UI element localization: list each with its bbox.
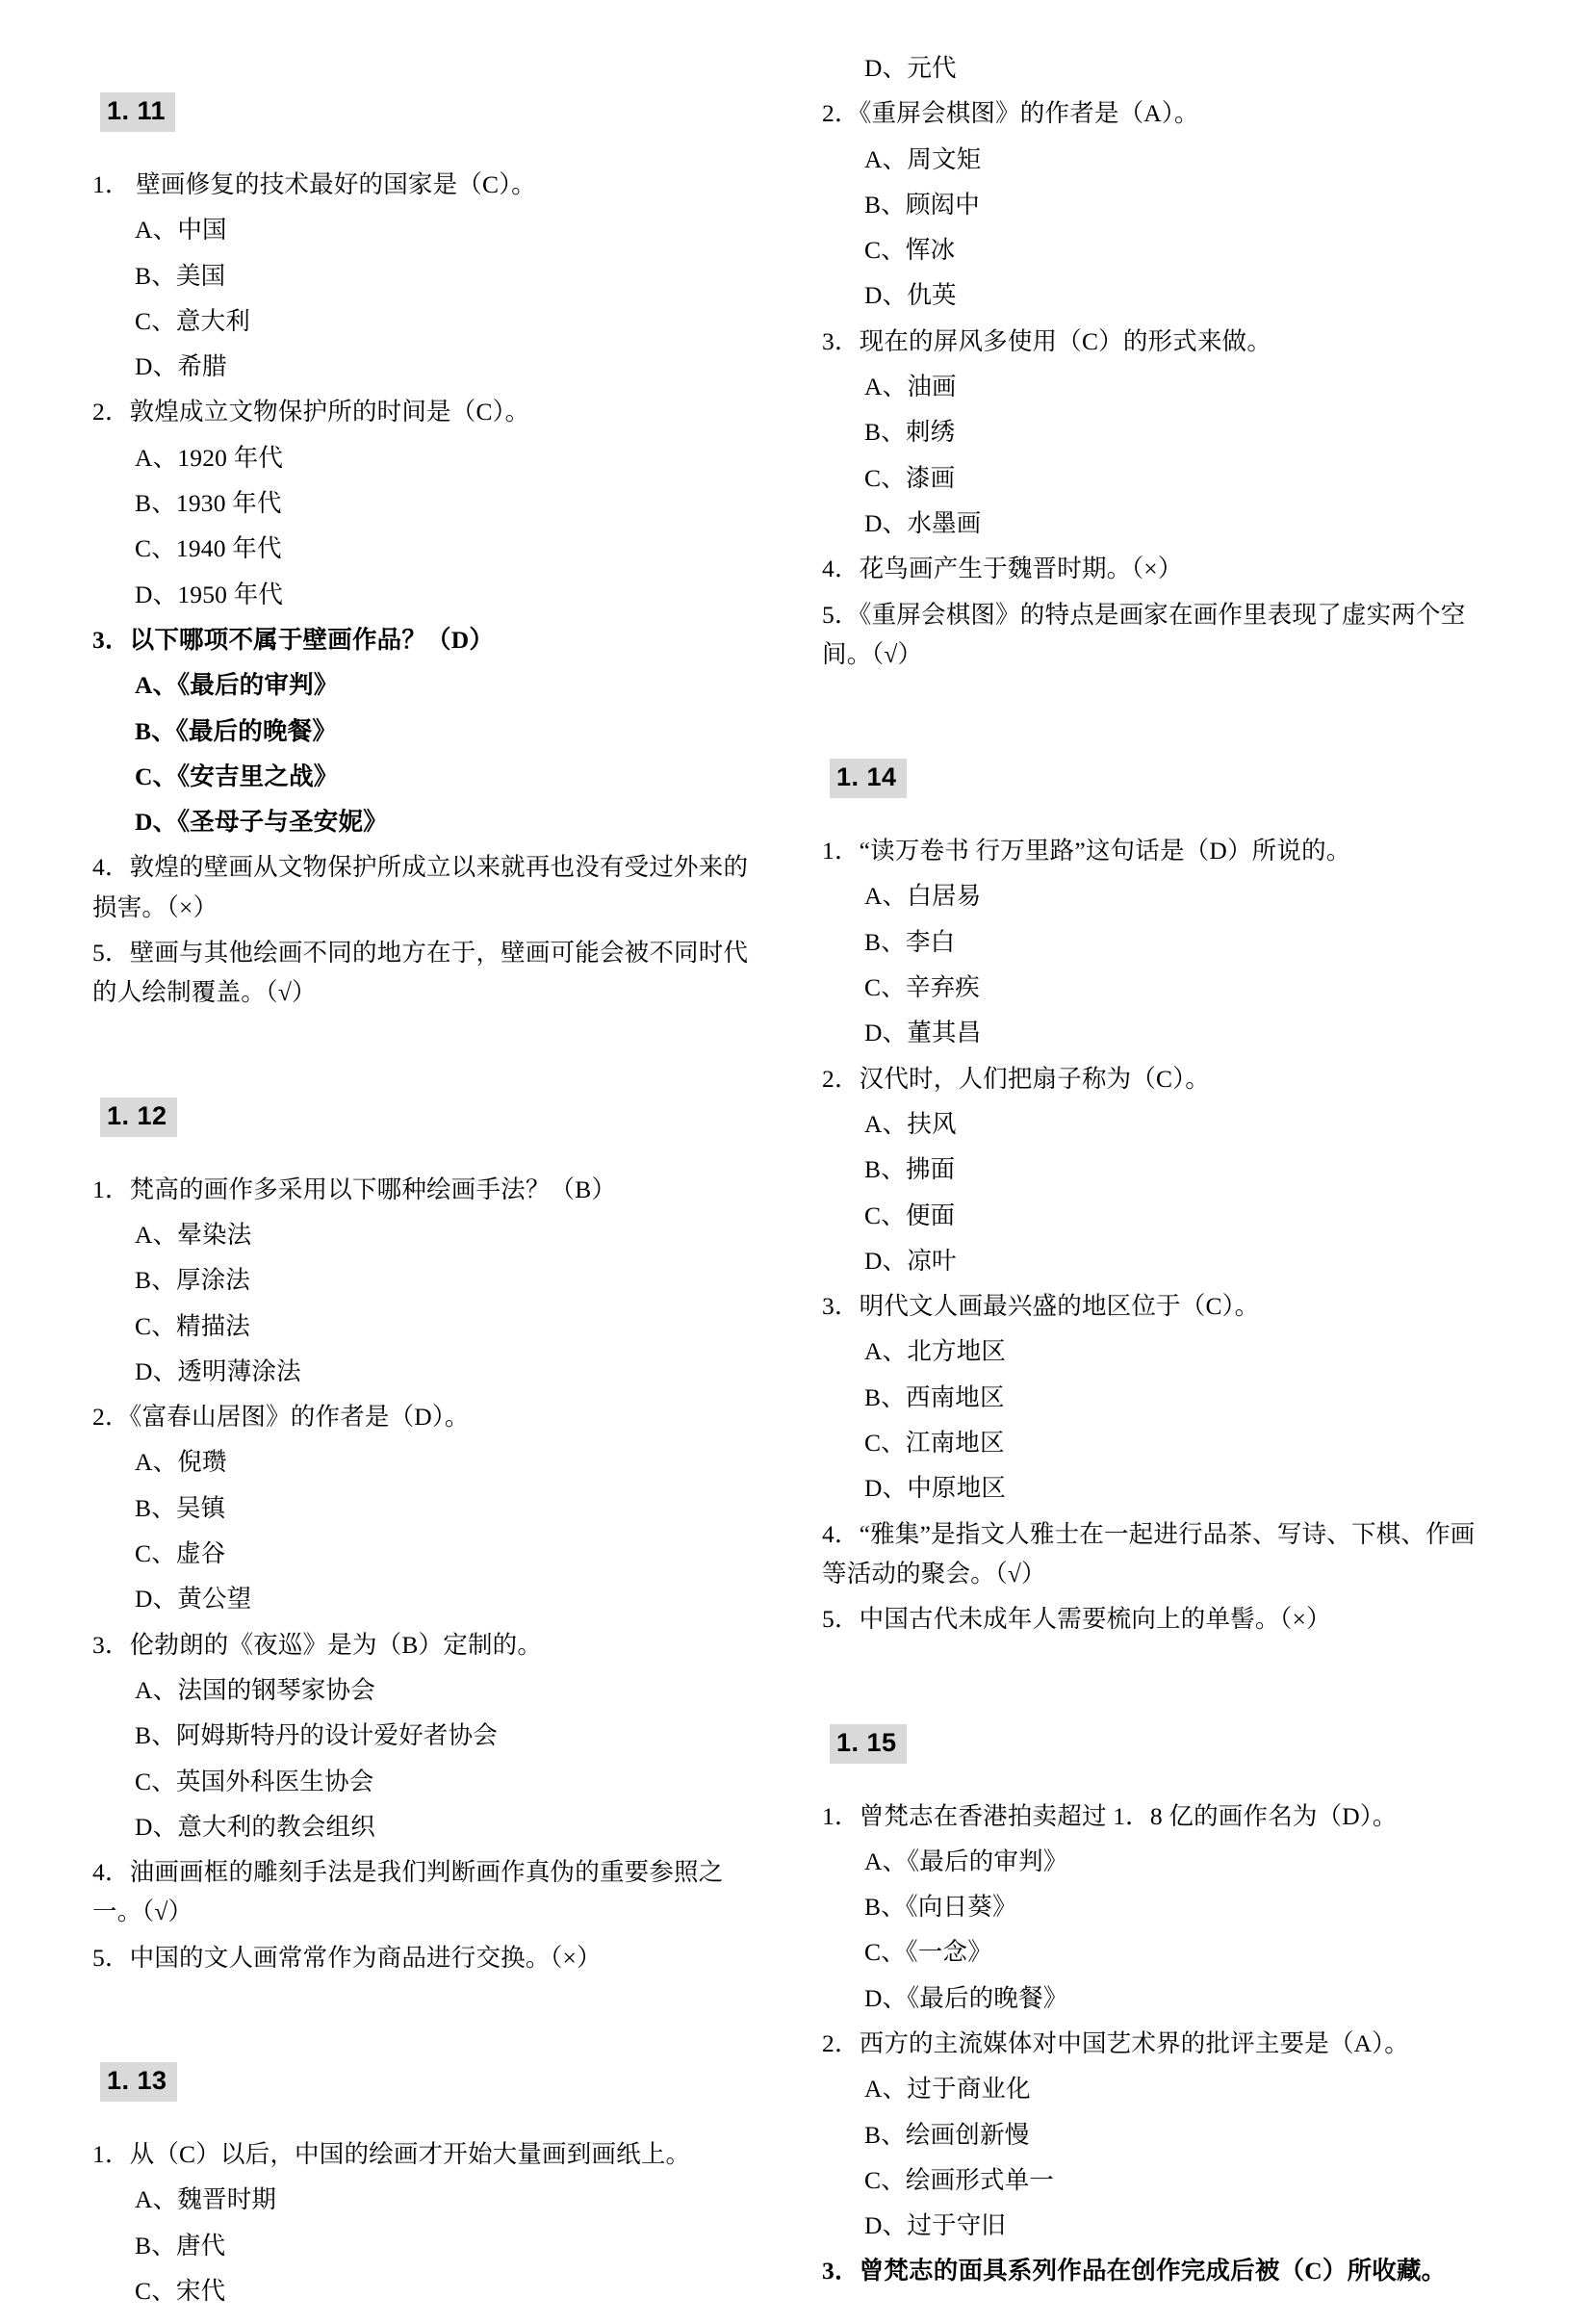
section-1-12: [92, 1097, 766, 1977]
option: B、《向日葵》: [864, 1893, 1017, 1922]
option: A、晕染法: [135, 1220, 252, 1249]
option: C、《一念》: [864, 1938, 992, 1967]
option: A、白居易: [864, 882, 982, 911]
section-1-15: [822, 1724, 1496, 2291]
option: B、阿姆斯特丹的设计爱好者协会: [135, 1721, 499, 1750]
option: D、凉叶: [864, 1246, 957, 1275]
option: A、中国: [135, 216, 227, 245]
question: 2．汉代时，人们把扇子称为（C）。: [822, 1064, 1210, 1093]
option: D、希腊: [135, 352, 227, 381]
section-1-13: [92, 2062, 766, 2311]
option: D、中原地区: [864, 1474, 1007, 1503]
option: A、1920 年代: [135, 443, 284, 472]
question: 1． 壁画修复的技术最好的国家是（C）。: [92, 170, 536, 198]
option: A、法国的钢琴家协会: [135, 1675, 375, 1704]
two-column-layout: [92, 54, 1509, 2305]
true-false-statement: 4．“雅集”是指文人雅士在一起进行品茶、写诗、下棋、作画等活动的聚会。（√）: [822, 1519, 1476, 1588]
option: C、《安吉里之战》: [135, 762, 339, 790]
option: B、唐代: [135, 2231, 226, 2259]
question: 3．伦勃朗的《夜巡》是为（B）定制的。: [92, 1630, 543, 1659]
right-column: [822, 48, 1496, 2305]
option: C、虚谷: [135, 1539, 226, 1568]
question: 2．西方的主流媒体对中国艺术界的批评主要是（A）。: [822, 2028, 1409, 2057]
option: B、刺绣: [864, 418, 956, 447]
option: C、江南地区: [864, 1429, 1005, 1458]
option: B、厚涂法: [135, 1266, 251, 1295]
option: C、宋代: [135, 2276, 226, 2305]
option: B、拂面: [864, 1155, 956, 1184]
section-spacer: [92, 1991, 766, 2062]
section-spacer: [822, 687, 1496, 759]
question: 2．《富春山居图》的作者是（D）。: [92, 1403, 470, 1432]
question: 1．曾梵志在香港拍卖超过 1．8 亿的画作名为（D）。: [822, 1801, 1398, 1830]
option: C、漆画: [864, 463, 956, 492]
section-heading-1-15: 1. 15: [830, 1724, 907, 1764]
option: D、黄公望: [135, 1585, 252, 1614]
option: D、元代: [864, 54, 957, 82]
section-spacer: [92, 1026, 766, 1097]
true-false-statement: 4．敦煌的壁画从文物保护所成立以来就再也没有受过外来的损害。（×）: [92, 853, 749, 921]
option: D、水墨画: [864, 508, 982, 537]
option: D、透明薄涂法: [135, 1356, 301, 1385]
option: A、《最后的审判》: [135, 671, 339, 700]
option: A、扶风: [864, 1109, 957, 1138]
option: D、意大利的教会组织: [135, 1812, 375, 1841]
section-1-14: [822, 759, 1496, 1639]
option: B、李白: [864, 927, 956, 956]
section-heading-1-11: 1. 11: [100, 92, 175, 132]
left-column: [92, 92, 766, 2324]
option: C、精描法: [135, 1311, 251, 1340]
option: A、北方地区: [864, 1337, 1007, 1366]
section-heading-1-14: 1. 14: [830, 759, 907, 798]
question: 3．明代文人画最兴盛的地区位于（C）。: [822, 1292, 1260, 1321]
question: 2．《重屏会棋图》的作者是（A）。: [822, 99, 1199, 128]
question: 3．现在的屏风多使用（C）的形式来做。: [822, 326, 1272, 355]
option: B、西南地区: [864, 1382, 1005, 1411]
option: B、绘画创新慢: [864, 2120, 1030, 2149]
option: D、1950 年代: [135, 580, 284, 608]
option: A、油画: [864, 373, 957, 401]
option: D、过于守旧: [864, 2211, 1007, 2240]
question: 3．曾梵志的面具系列作品在创作完成后被（C）所收藏。: [822, 2257, 1447, 2285]
option: C、便面: [864, 1201, 956, 1229]
true-false-statement: 5．壁画与其他绘画不同的地方在于，壁画可能会被不同时代的人绘制覆盖。（√）: [92, 939, 749, 1007]
question: 1．“读万卷书 行万里路”这句话是（D）所说的。: [822, 837, 1351, 865]
option: D、《圣母子与圣安妮》: [135, 808, 388, 837]
option: B、1930 年代: [135, 489, 282, 518]
option: C、恽冰: [864, 236, 956, 265]
section-1-11: [92, 92, 766, 1013]
option: D、董其昌: [864, 1019, 982, 1047]
option: A、《最后的审判》: [864, 1846, 1068, 1875]
question: 2．敦煌成立文物保护所的时间是（C）。: [92, 398, 530, 426]
true-false-statement: 5．《重屏会棋图》的特点是画家在画作里表现了虚实两个空间。（√）: [822, 600, 1466, 668]
true-false-statement: 4．油画画框的雕刻手法是我们判断画作真伪的重要参照之一。（√）: [92, 1858, 724, 1926]
option: B、美国: [135, 261, 226, 290]
option: C、辛弃疾: [864, 973, 981, 1002]
true-false-statement: 5．中国的文人画常常作为商品进行交换。（×）: [92, 1943, 602, 1972]
section-heading-1-13: 1. 13: [100, 2062, 177, 2102]
question: 3．以下哪项不属于壁画作品？（D）: [92, 625, 495, 654]
true-false-statement: 5．中国古代未成年人需要梳向上的单髻。（×）: [822, 1605, 1331, 1634]
option: C、1940 年代: [135, 534, 282, 563]
option: A、倪瓒: [135, 1448, 227, 1477]
option: C、意大利: [135, 306, 251, 335]
option: C、绘画形式单一: [864, 2165, 1055, 2194]
question: 1．梵高的画作多采用以下哪种绘画手法？（B）: [92, 1175, 617, 1203]
option: A、魏晋时期: [135, 2185, 277, 2214]
option: B、顾闳中: [864, 190, 981, 219]
question: 1．从（C）以后，中国的绘画才开始大量画到画纸上。: [92, 2139, 691, 2168]
section-heading-1-12: 1. 12: [100, 1097, 177, 1137]
option: A、过于商业化: [864, 2075, 1031, 2104]
option: D、《最后的晚餐》: [864, 1983, 1068, 2012]
true-false-statement: 4．花鸟画产生于魏晋时期。（×）: [822, 555, 1183, 583]
section-spacer: [822, 1653, 1496, 1724]
option: A、周文矩: [864, 144, 982, 173]
section-1-13-continued: [822, 48, 1496, 674]
option: B、吴镇: [135, 1493, 226, 1522]
option: B、《最后的晚餐》: [135, 716, 338, 745]
option: D、仇英: [864, 281, 957, 310]
option: C、英国外科医生协会: [135, 1767, 374, 1795]
